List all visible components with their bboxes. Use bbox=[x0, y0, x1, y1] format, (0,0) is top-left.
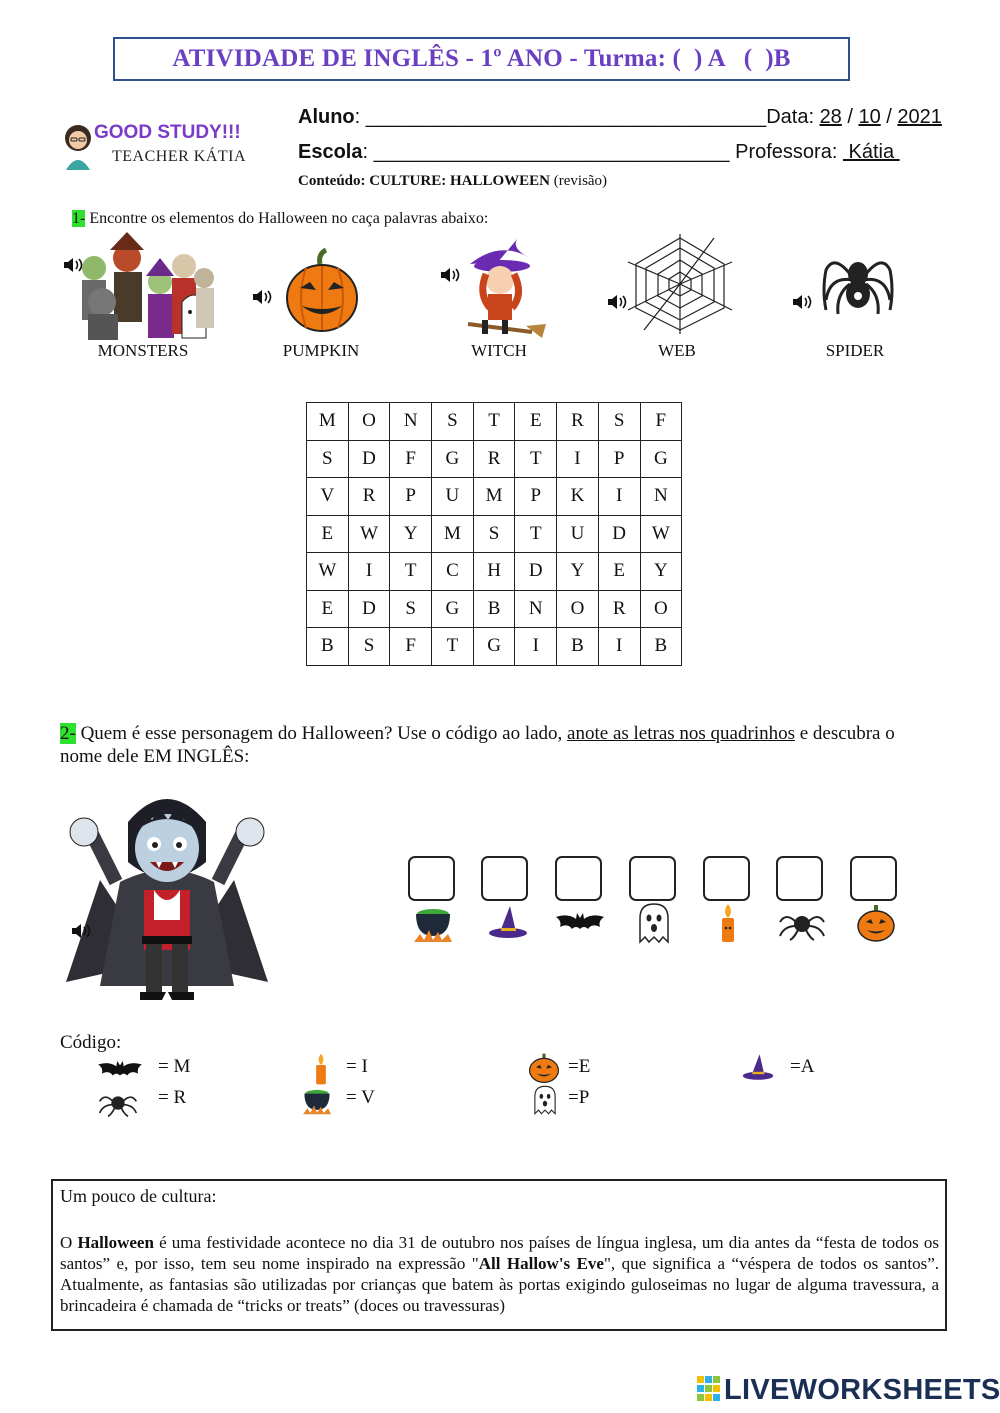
grid-cell[interactable]: S bbox=[432, 403, 474, 441]
grid-cell[interactable]: U bbox=[432, 478, 474, 516]
pumpkin-icon bbox=[284, 248, 360, 334]
grid-cell[interactable]: T bbox=[515, 440, 557, 478]
question-2-text-a: Quem é esse personagem do Halloween? Use o código ao lado, bbox=[75, 723, 568, 744]
grid-cell[interactable]: B bbox=[307, 628, 349, 666]
witch-hat-icon bbox=[742, 1052, 774, 1082]
grid-cell[interactable]: V bbox=[307, 478, 349, 516]
grid-cell[interactable]: N bbox=[390, 403, 432, 441]
aluno-field[interactable]: : ____________________________________ bbox=[354, 106, 767, 128]
code-value: =P bbox=[568, 1087, 590, 1108]
grid-cell[interactable]: Y bbox=[557, 553, 599, 591]
grid-cell[interactable]: Y bbox=[390, 515, 432, 553]
code-value: = M bbox=[158, 1056, 191, 1077]
answer-box[interactable] bbox=[776, 856, 823, 901]
witch-icon bbox=[462, 236, 548, 340]
grid-row bbox=[307, 590, 682, 628]
word-search-grid bbox=[306, 402, 682, 666]
grid-cell[interactable]: S bbox=[307, 440, 349, 478]
grid-cell[interactable]: B bbox=[473, 590, 515, 628]
item-label-web: WEB bbox=[658, 341, 696, 360]
spider-icon bbox=[820, 234, 896, 318]
code-value: =E bbox=[568, 1056, 591, 1077]
grid-cell[interactable]: P bbox=[515, 478, 557, 516]
grid-cell[interactable]: R bbox=[473, 440, 515, 478]
grid-cell[interactable]: P bbox=[598, 440, 640, 478]
culture-text-mid: é uma festividade acontece no dia 31 de outubro nos países de língua inglesa, um dia antes da “festa de todos os santos” e, por isso, tem seu nome inspirado na expressão " bbox=[60, 1233, 940, 1273]
ghost-icon bbox=[636, 902, 672, 944]
grid-cell[interactable]: B bbox=[557, 628, 599, 666]
grid-cell[interactable]: G bbox=[432, 440, 474, 478]
professora-label: Professora: bbox=[729, 141, 843, 163]
answer-box[interactable] bbox=[703, 856, 750, 901]
grid-cell[interactable]: D bbox=[348, 440, 390, 478]
grid-row bbox=[307, 403, 682, 441]
grid-cell[interactable]: W bbox=[348, 515, 390, 553]
liveworksheets-logo-icon bbox=[697, 1376, 721, 1402]
speaker-icon[interactable] bbox=[70, 922, 92, 940]
culture-bold-expression: All Hallow's Eve bbox=[478, 1254, 604, 1273]
cauldron-icon bbox=[410, 904, 456, 944]
witch-hat-icon bbox=[488, 904, 528, 940]
grid-cell[interactable]: P bbox=[390, 478, 432, 516]
grid-cell[interactable]: S bbox=[473, 515, 515, 553]
grid-row bbox=[307, 440, 682, 478]
vampire-icon bbox=[60, 786, 274, 1008]
grid-cell[interactable]: G bbox=[432, 590, 474, 628]
page-title: ATIVIDADE DE INGLÊS - 1º ANO - Turma: ( ) A ( )B bbox=[172, 45, 791, 72]
escola-label: Escola bbox=[298, 141, 363, 163]
escola-field[interactable]: : ________________________________ bbox=[362, 141, 730, 163]
grid-cell[interactable]: O bbox=[640, 590, 682, 628]
pumpkin-icon bbox=[856, 904, 896, 942]
code-value: = R bbox=[158, 1087, 187, 1108]
grid-cell[interactable]: U bbox=[557, 515, 599, 553]
pumpkin-icon bbox=[528, 1052, 560, 1084]
candle-icon bbox=[718, 902, 738, 944]
grid-cell[interactable]: S bbox=[348, 628, 390, 666]
grid-cell[interactable]: N bbox=[640, 478, 682, 516]
grid-cell[interactable]: K bbox=[557, 478, 599, 516]
culture-text-end: ", que significa a “véspera de todos os santos”. Atualmente, as fantasias são utilizadas por crianças que batem às portas exigindo guloseimas no lugar de alguma travessura, a brincadeira é chamada de “tricks or treats” (doces ou travessuras) bbox=[60, 1254, 939, 1315]
content-line bbox=[298, 173, 607, 190]
grid-cell[interactable]: M bbox=[473, 478, 515, 516]
grid-cell[interactable]: D bbox=[598, 515, 640, 553]
grid-cell[interactable]: N bbox=[515, 590, 557, 628]
grid-cell[interactable]: I bbox=[598, 478, 640, 516]
grid-cell[interactable]: D bbox=[348, 590, 390, 628]
spider-icon bbox=[778, 906, 826, 942]
code-value: = V bbox=[346, 1087, 375, 1108]
culture-paragraph bbox=[60, 1232, 939, 1316]
grid-row bbox=[307, 553, 682, 591]
grid-cell[interactable]: I bbox=[557, 440, 599, 478]
question-2-text-underlined: anote as letras nos quadrinhos bbox=[567, 723, 795, 744]
grid-cell[interactable]: W bbox=[307, 553, 349, 591]
grid-cell[interactable]: T bbox=[515, 515, 557, 553]
monsters-icon bbox=[72, 230, 218, 342]
grid-cell[interactable]: T bbox=[473, 403, 515, 441]
grid-cell[interactable]: F bbox=[390, 440, 432, 478]
grid-cell[interactable]: O bbox=[557, 590, 599, 628]
question-2-text-b: e descubra o nome dele EM INGLÊS: bbox=[60, 723, 895, 767]
grid-cell[interactable]: O bbox=[348, 403, 390, 441]
grid-cell[interactable]: R bbox=[348, 478, 390, 516]
answer-box[interactable] bbox=[629, 856, 676, 901]
grid-cell[interactable]: T bbox=[390, 553, 432, 591]
grid-cell[interactable]: E bbox=[307, 590, 349, 628]
grid-cell[interactable]: I bbox=[348, 553, 390, 591]
question-1 bbox=[72, 210, 488, 228]
question-2 bbox=[60, 722, 940, 768]
logo-title: GOOD STUDY!!! bbox=[94, 122, 241, 143]
bat-icon bbox=[556, 912, 604, 934]
grid-cell[interactable]: B bbox=[640, 628, 682, 666]
conteudo-rest: (revisão) bbox=[550, 173, 608, 189]
speaker-icon[interactable] bbox=[439, 266, 461, 284]
question-1-number: 1- bbox=[72, 210, 86, 227]
grid-row bbox=[307, 628, 682, 666]
date-year: 2021 bbox=[897, 106, 942, 128]
grid-cell[interactable]: F bbox=[390, 628, 432, 666]
aluno-label: Aluno bbox=[298, 106, 355, 128]
grid-cell[interactable]: R bbox=[598, 590, 640, 628]
date-day: 28 bbox=[819, 106, 842, 128]
logo-subtitle: TEACHER KÁTIA bbox=[112, 148, 247, 165]
grid-cell[interactable]: T bbox=[432, 628, 474, 666]
answer-box[interactable] bbox=[481, 856, 528, 901]
answer-box[interactable] bbox=[555, 856, 602, 901]
culture-title: Um pouco de cultura: bbox=[60, 1186, 217, 1206]
grid-cell[interactable]: D bbox=[515, 553, 557, 591]
grid-cell[interactable]: I bbox=[515, 628, 557, 666]
grid-cell[interactable]: W bbox=[640, 515, 682, 553]
grid-cell[interactable]: E bbox=[598, 553, 640, 591]
answer-box[interactable] bbox=[408, 856, 455, 901]
grid-row bbox=[307, 478, 682, 516]
code-label: Código: bbox=[60, 1032, 122, 1053]
grid-cell[interactable]: M bbox=[307, 403, 349, 441]
grid-cell[interactable]: F bbox=[640, 403, 682, 441]
question-1-text: Encontre os elementos do Halloween no caça palavras abaixo: bbox=[85, 210, 489, 227]
code-value: =A bbox=[790, 1056, 815, 1077]
grid-cell[interactable]: E bbox=[307, 515, 349, 553]
bat-icon bbox=[98, 1060, 142, 1080]
aluno-line: Aluno: ____________________________________Data: 28 / 10 / 2021 bbox=[298, 106, 942, 128]
grid-cell[interactable]: S bbox=[390, 590, 432, 628]
grid-cell[interactable]: Y bbox=[640, 553, 682, 591]
grid-cell[interactable]: C bbox=[432, 553, 474, 591]
title-box bbox=[113, 37, 850, 81]
professora-value: Kátia bbox=[842, 141, 900, 163]
item-label-witch: WITCH bbox=[471, 341, 527, 360]
date-month: 10 bbox=[858, 106, 881, 128]
escola-line bbox=[298, 141, 900, 164]
answer-box[interactable] bbox=[850, 856, 897, 901]
spider-web-icon bbox=[624, 232, 736, 336]
grid-row bbox=[307, 515, 682, 553]
grid-cell[interactable]: G bbox=[473, 628, 515, 666]
question-2-number: 2- bbox=[60, 723, 76, 744]
teacher-avatar-icon bbox=[58, 118, 98, 174]
culture-bold-halloween: Halloween bbox=[77, 1233, 154, 1252]
code-value: = I bbox=[346, 1056, 368, 1077]
grid-cell[interactable]: R bbox=[557, 403, 599, 441]
culture-text-start: O bbox=[60, 1233, 78, 1252]
grid-cell[interactable]: S bbox=[598, 403, 640, 441]
speaker-icon[interactable] bbox=[251, 288, 273, 306]
grid-cell[interactable]: G bbox=[640, 440, 682, 478]
item-label-monsters: MONSTERS bbox=[97, 341, 189, 360]
data-label: Data: bbox=[766, 106, 820, 128]
spider-icon bbox=[96, 1088, 140, 1118]
grid-cell[interactable]: I bbox=[598, 628, 640, 666]
liveworksheets-brand: LIVEWORKSHEETS bbox=[724, 1374, 1000, 1406]
item-label-spider: SPIDER bbox=[825, 341, 885, 360]
grid-cell[interactable]: H bbox=[473, 553, 515, 591]
conteudo-label: Conteúdo: CULTURE: HALLOWEEN bbox=[298, 173, 550, 189]
speaker-icon[interactable] bbox=[791, 293, 813, 311]
grid-cell[interactable]: M bbox=[432, 515, 474, 553]
cauldron-icon bbox=[300, 1086, 334, 1116]
item-label-pumpkin: PUMPKIN bbox=[282, 341, 360, 360]
ghost-icon bbox=[532, 1084, 558, 1116]
grid-cell[interactable]: E bbox=[515, 403, 557, 441]
candle-icon bbox=[312, 1052, 330, 1086]
